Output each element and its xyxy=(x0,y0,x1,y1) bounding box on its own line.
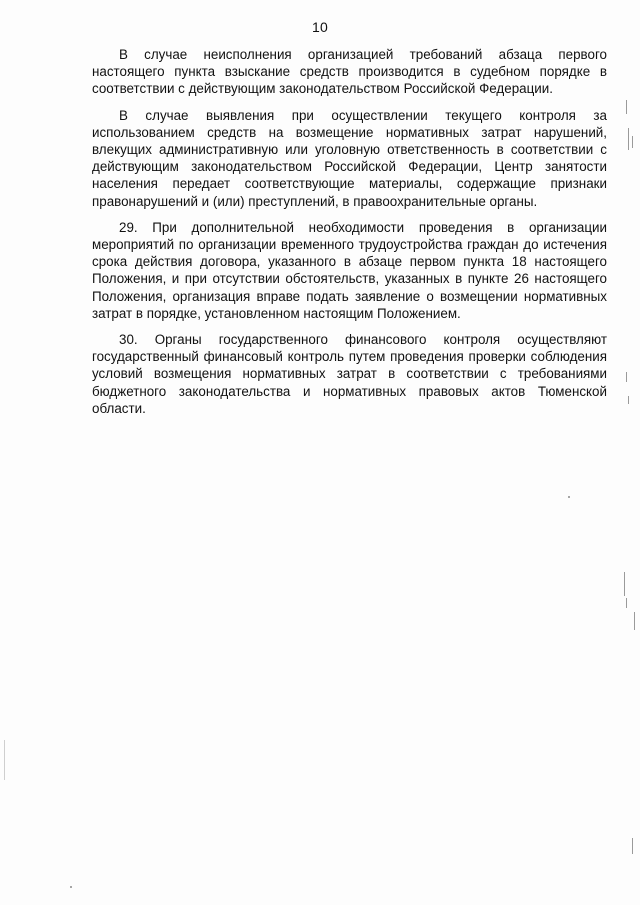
scan-mark xyxy=(624,572,625,596)
scan-mark xyxy=(4,740,5,780)
scan-mark xyxy=(628,128,629,150)
scan-mark xyxy=(632,136,633,148)
paragraph-violations: В случае выявления при осуществлении текущего контроля за использованием средств на возмещение нормативных затрат нарушений, влекущих административную или уголовную ответственность в соответствии с действующим законодательством Российской Федерации, Центр занятости населения передает соответствующие материалы, содержащие признаки правонарушений и (или) преступлений, в правоохранительные органы. xyxy=(92,107,607,209)
scan-speck xyxy=(70,886,72,888)
page-number: 10 xyxy=(312,19,328,35)
scan-mark xyxy=(632,838,633,854)
scan-mark xyxy=(634,612,635,630)
paragraph-clause-29: 29. При дополнительной необходимости проведения в организации мероприятий по организации временного трудоустройства граждан до истечения срока действия договора, указанного в абзаце первом пункта 18 настоящего Положения, и при отсутствии обстоятельств, указанных в пункте 26 настоящего Положения, организация вправе подать заявление о возмещении нормативных затрат в порядке, установленном настоящим Положением. xyxy=(92,219,607,321)
scan-mark xyxy=(626,372,627,382)
scan-mark xyxy=(626,598,627,608)
scan-speck xyxy=(568,496,570,498)
document-body xyxy=(92,46,607,426)
paragraph-enforcement: В случае неисполнения организацией требований абзаца первого настоящего пункта взыскание средств производится в судебном порядке в соответствии с действующим законодательством Российской Федерации. xyxy=(92,47,607,97)
scan-mark xyxy=(628,396,629,404)
scan-mark xyxy=(626,100,627,114)
paragraph-clause-30: 30. Органы государственного финансового контроля осуществляют государственный финансовый контроль путем проведения проверки соблюдения условий возмещения нормативных затрат в соответствии с требованиями бюджетного законодательства и нормативных правовых актов Тюменской области. xyxy=(92,332,607,416)
